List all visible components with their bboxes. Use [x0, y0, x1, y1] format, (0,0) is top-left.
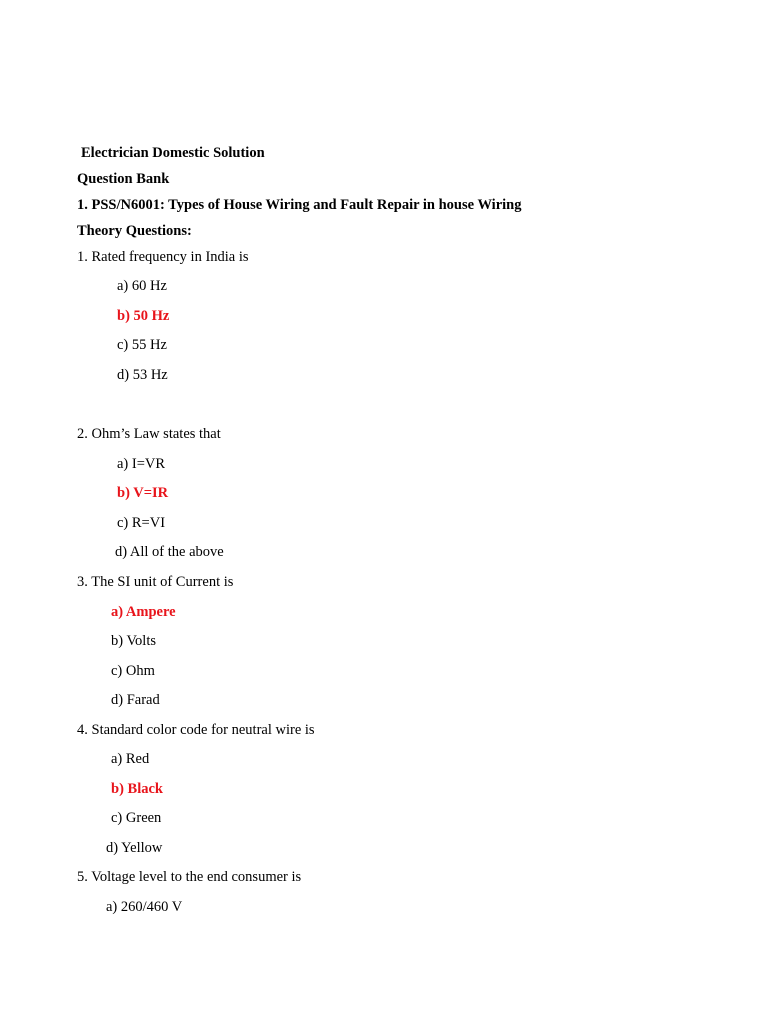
q3-option-a-correct: a) Ampere: [111, 604, 176, 620]
q3-option-b: b) Volts: [111, 633, 156, 649]
q4-option-b-correct: b) Black: [111, 781, 163, 797]
q2-option-d: d) All of the above: [115, 544, 224, 560]
q5-option-a: a) 260/460 V: [106, 899, 183, 915]
q3-option-c: c) Ohm: [111, 663, 155, 679]
q1-option-b-correct: b) 50 Hz: [117, 308, 170, 324]
q3-option-d: d) Farad: [111, 692, 160, 708]
question-4: 4. Standard color code for neutral wire is: [77, 722, 315, 738]
question-5: 5. Voltage level to the end consumer is: [77, 869, 302, 885]
q2-option-c: c) R=VI: [117, 515, 166, 531]
q4-option-c: c) Green: [111, 810, 162, 826]
module-heading: 1. PSS/N6001: Types of House Wiring and Fault Repair in house Wiring: [77, 197, 522, 213]
q4-option-d: d) Yellow: [106, 840, 163, 856]
question-1: 1. Rated frequency in India is: [77, 249, 249, 265]
document-title: Electrician Domestic Solution: [81, 145, 265, 161]
q2-option-b-correct: b) V=IR: [117, 485, 169, 501]
q4-option-a: a) Red: [111, 751, 150, 767]
q1-option-d: d) 53 Hz: [117, 367, 168, 383]
q1-option-a: a) 60 Hz: [117, 278, 167, 294]
q1-option-c: c) 55 Hz: [117, 337, 167, 353]
question-3: 3. The SI unit of Current is: [77, 574, 234, 590]
document-subtitle: Question Bank: [77, 171, 170, 187]
question-2: 2. Ohm’s Law states that: [77, 426, 221, 442]
section-heading: Theory Questions:: [77, 223, 192, 239]
q2-option-a: a) I=VR: [117, 456, 166, 472]
